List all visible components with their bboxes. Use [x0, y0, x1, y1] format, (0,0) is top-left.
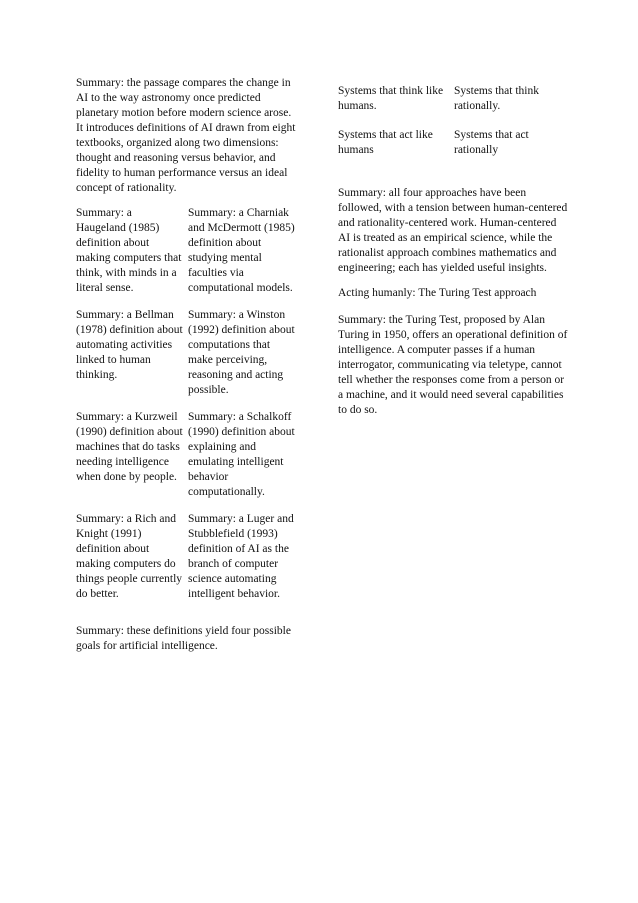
right-column: [338, 84, 570, 428]
approaches-row-act: [338, 128, 570, 172]
ai-definitions-body: [76, 206, 300, 614]
think-humanly-cell: Systems that think like humans.: [338, 85, 444, 112]
intro-paragraph: Summary: the passage compares the change in AI to the way astronomy once predicted planetary motion before modern science arose. It introduces definitions of AI drawn from eight textbooks, organized along two dimensions: thought and reasoning versus behavior, and fidelity to human performance versus an ideal concept of rationality.: [76, 77, 296, 194]
definition-cell-right: Summary: a Luger and Stubblefield (1993) definition of AI as the branch of computer science automating intelligent behavior.: [188, 513, 294, 600]
approaches-grid: [338, 84, 570, 172]
historical-paragraph: Summary: all four approaches have been followed, with a tension between human-centered and rationality-centered work. Human-centered AI is treated as an empirical science, while the rationalist approach combines mathematics and engineering; each has yielded useful insights.: [338, 187, 568, 274]
definition-cell-left: Summary: a Bellman (1978) definition about automating activities linked to human thinking.: [76, 309, 183, 381]
definition-cell-right: Summary: a Schalkoff (1990) definition about explaining and emulating intelligent behavior computationally.: [188, 411, 295, 498]
ai-definitions-table: [76, 206, 300, 614]
definition-row: [76, 206, 300, 308]
definition-cell-left: Summary: a Kurzweil (1990) definition about machines that do tasks needing intelligence when done by people.: [76, 411, 183, 483]
definition-cell-left: Summary: a Haugeland (1985) definition about making computers that think, with minds in a literal sense.: [76, 207, 182, 294]
four-goals-paragraph: Summary: these definitions yield four possible goals for artificial intelligence.: [76, 625, 291, 652]
act-rationally-cell: Systems that act rationally: [454, 129, 529, 156]
definition-cell-right: Summary: a Winston (1992) definition about computations that make perceiving, reasoning and acting possible.: [188, 309, 295, 396]
think-rationally-cell: Systems that think rationally.: [454, 85, 539, 112]
definition-row: [76, 308, 300, 410]
definition-row: [76, 410, 300, 512]
left-column: [76, 76, 300, 664]
approaches-row-think: [338, 84, 570, 128]
definition-cell-left: Summary: a Rich and Knight (1991) definition about making computers do things people currently do better.: [76, 513, 183, 600]
definition-row: [76, 512, 300, 614]
definition-cell-right: Summary: a Charniak and McDermott (1985) definition about studying mental faculties via computational models.: [188, 207, 295, 294]
section-heading: Acting humanly: The Turing Test approach: [338, 287, 537, 299]
turing-paragraph: Summary: the Turing Test, proposed by Alan Turing in 1950, offers an operational definition of intelligence. A computer passes if a human interrogator, communicating via teletype, cannot tell whether the responses come from a person or a machine, and it would need several capabilities to do so.: [338, 314, 568, 416]
act-humanly-cell: Systems that act like humans: [338, 129, 433, 156]
